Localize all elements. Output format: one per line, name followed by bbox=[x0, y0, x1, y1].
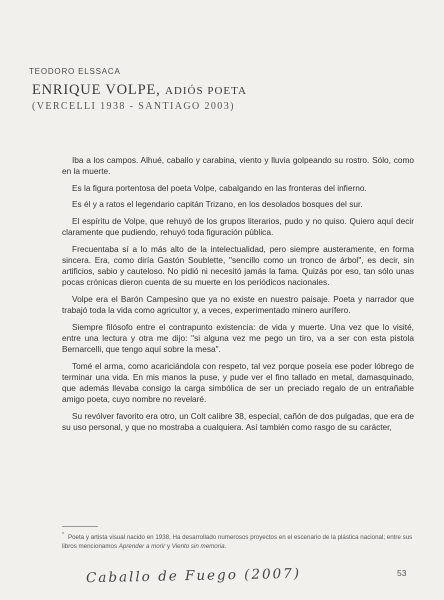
footnote-divider bbox=[62, 526, 98, 527]
paragraph: Iba a los campos. Alhué, caballo y carabina, viento y lluvia golpeando su rostro. Sólo, como en la muerte. bbox=[62, 155, 414, 177]
paragraph: El espíritu de Volpe, que rehuyó de los grupos literarios, pudo y no quiso. Quiero aquí decir claramente que pudiendo, rehuyó toda figuración pública. bbox=[62, 216, 414, 238]
footnote bbox=[62, 531, 417, 551]
footnote-marker: * bbox=[62, 532, 64, 538]
page-number: 53 bbox=[397, 568, 407, 578]
paragraph: Siempre filósofo entre el contrapunto existencia: de vida y muerte. Una vez que lo visité, entre una lectura y otra me dijo: "si alguna vez me pego un tiro, va a ser con esta pistola Bernarcelli, que tengo aquí sobre la mesa". bbox=[62, 321, 414, 355]
paragraph: Frecuentaba sí a lo más alto de la intelectualidad, pero siempre austeramente, en forma sincera. Era, como diría Gastón Soublette, "sencillo como un tronco de árbol", es decir, sin artificios, sabio y cauteloso. No pidió ni necesitó jamás la fama. Quizás por eso, tan sólo unas pocas crónicas dieron cuenta de su muerte en los periódicos nacionales. bbox=[62, 243, 414, 288]
paragraph: Tomé el arma, como acariciándola con respeto, tal vez porque poseía ese poder lóbrego de terminar una vida. En mis manos la puse, y pude ver el fino tallado en metal, damasquinado, que además llevaba consigo la carga simbólica de ser un preciado regalo de un entrañable amigo poeta, cuyo nombre no revelaré. bbox=[62, 360, 414, 405]
article-subtitle: (VERCELLI 1938 - SANTIAGO 2003) bbox=[32, 101, 235, 112]
footnote-text: Poeta y artista visual nacido en 1938. Ha desarrollado numerosos proyectos en el escenario de la plástica nacional; entre sus libros mencionamos bbox=[62, 534, 413, 550]
paragraph: Es la figura portentosa del poeta Volpe, cabalgando en las fronteras del infierno. bbox=[72, 182, 367, 193]
title-main: ENRIQUE VOLPE, bbox=[32, 82, 161, 98]
paragraph: Su revólver favorito era otro, un Colt calibre 38, especial, cañón de dos pulgadas, que era de su uso personal, y que no mostraba a cualquiera. Así también como rasgo de su carácter, bbox=[62, 410, 414, 433]
footnote-end: . bbox=[224, 542, 227, 550]
footnote-book-title: Viento sin memoria bbox=[171, 542, 225, 550]
footnote-book-title: Aprender a morir bbox=[118, 542, 166, 550]
author-name: TEODORO ELSSACA bbox=[29, 67, 121, 76]
handwritten-signature: Caballo de Fuego (2007) bbox=[85, 565, 302, 587]
title-rest: ADIÓS POETA bbox=[164, 85, 247, 97]
paragraph: Es él y a ratos el legendario capitán Trizano, en los desolados bosques del sur. bbox=[72, 199, 363, 210]
footnote-conjunction: y bbox=[166, 542, 171, 550]
paragraph: Volpe era el Barón Campesino que ya no existe en nuestro paisaje. Poeta y narrador que trabajó toda la vida como agricultor y, a veces, experimentado minero aurífero. bbox=[62, 294, 414, 316]
article-body bbox=[62, 155, 414, 439]
article-title bbox=[32, 82, 247, 99]
